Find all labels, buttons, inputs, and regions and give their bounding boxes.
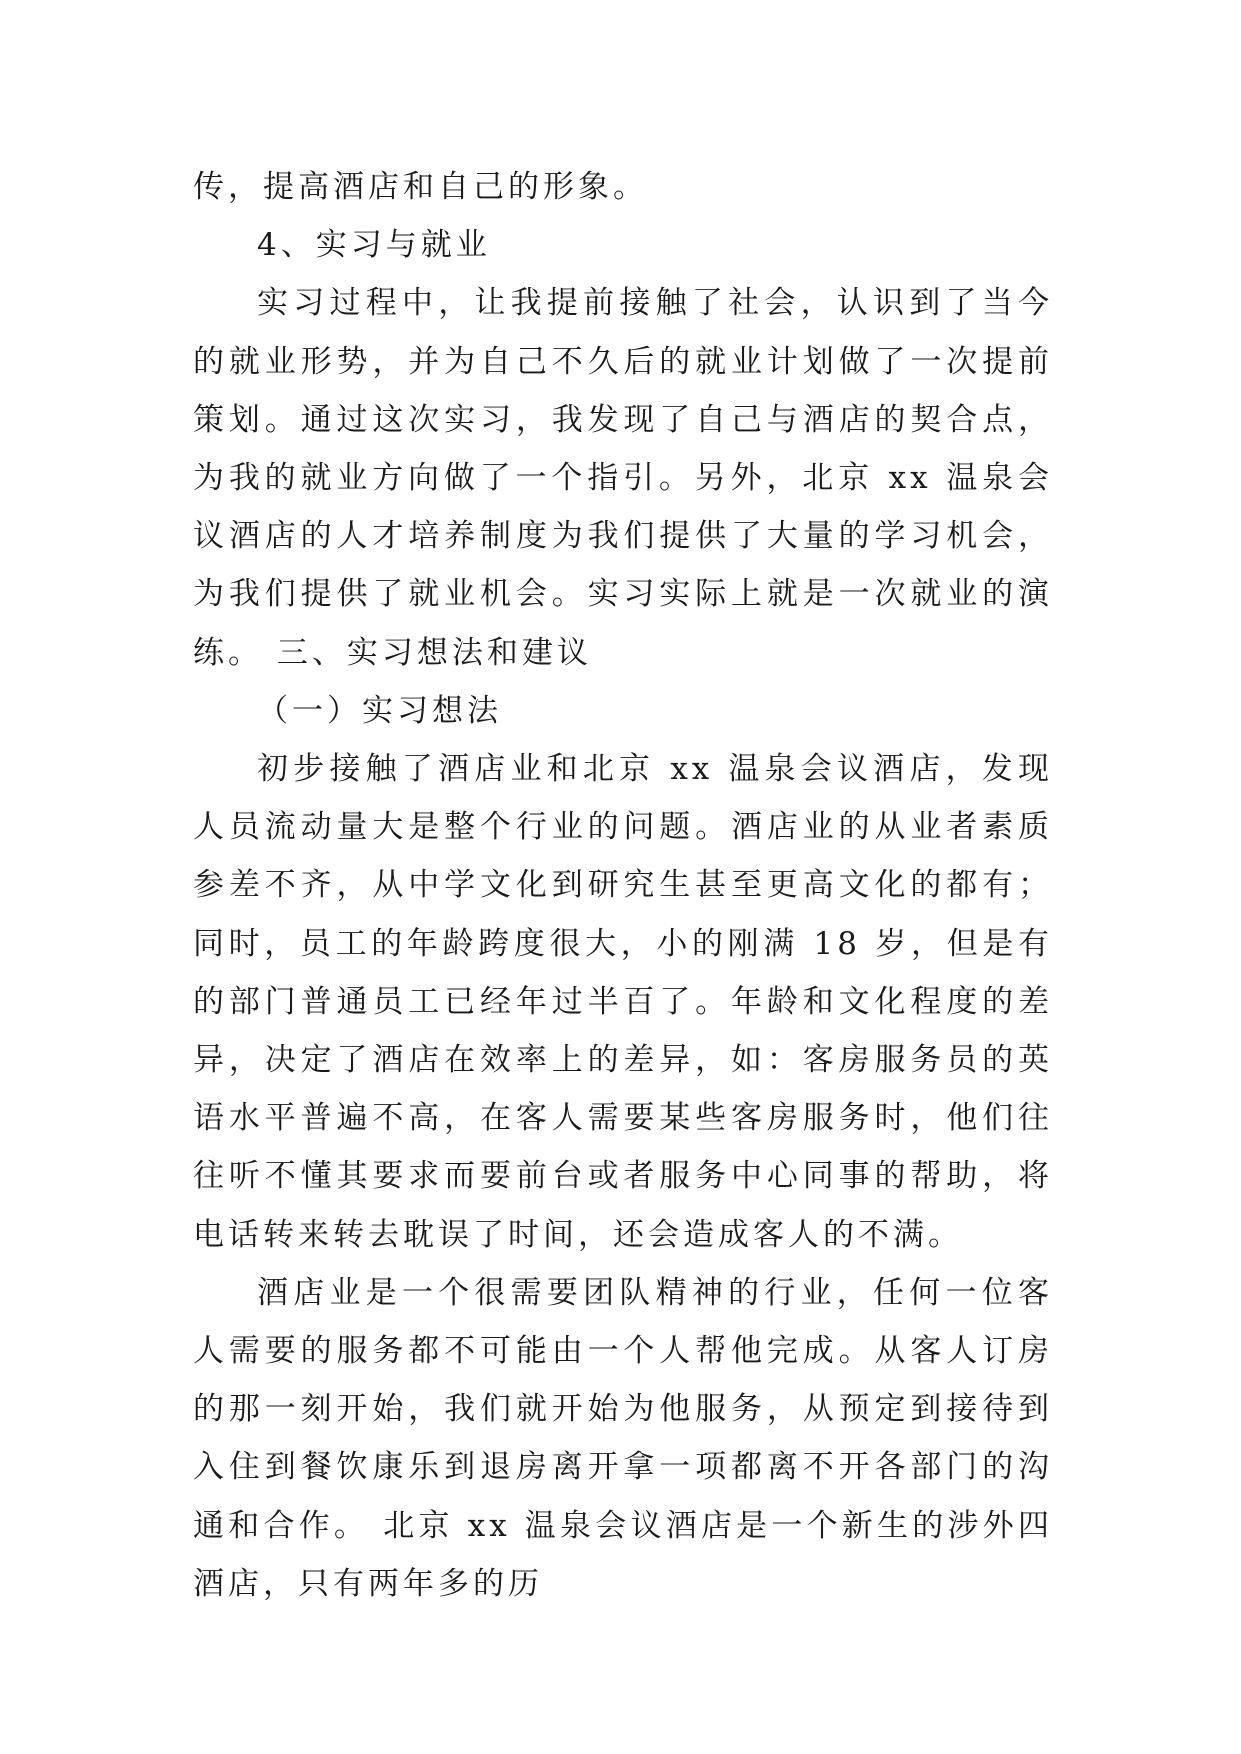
paragraph-teamwork: 酒店业是一个很需要团队精神的行业，任何一位客人需要的服务都不可能由一个人帮他完成。从客人订房的那一刻开始，我们就开始为他服务，从预定到接待到入住到餐饮康乐到退房离开拿一项都离不开各部门的沟通和合作。 北京 xx 温泉会议酒店是一个新生的涉外四酒店，只有两年多的历 (193, 1274, 1053, 1602)
paragraph-continuation: 传，提高酒店和自己的形象。 (193, 169, 648, 205)
section-heading-internship-employment: 4、实习与就业 (257, 227, 491, 264)
section-heading-internship-thoughts: （一）实习想法 (257, 692, 502, 729)
paragraph-industry-observation: 初步接触了酒店业和北京 xx 温泉会议酒店，发现人员流动量大是整个行业的问题。酒店业的从业者素质参差不齐，从中学文化到研究生甚至更高文化的都有；同时，员工的年龄跨度很大，小的刚满 18 岁，但是有的部门普通员工已经年过半百了。年龄和文化程度的差异，决定了酒店在效率上的差异，如：客房服务员的英语水平普遍不高，在客人需要某些客房服务时，他们往往听不懂其要求而要前台或者服务中心同事的帮助，将电话转来转去耽误了时间，还会造成客人的不满。 (193, 751, 1053, 1253)
document-body (193, 158, 1053, 1613)
paragraph-internship-employment: 实习过程中，让我提前接触了社会，认识到了当今的就业形势，并为自己不久后的就业计划做了一次提前策划。通过这次实习，我发现了自己与酒店的契合点，为我的就业方向做了一个指引。另外，北京 xx 温泉会议酒店的人才培养制度为我们提供了大量的学习机会，为我们提供了就业机会。实习实际上就是一次就业的演练。 三、实习想法和建议 (193, 285, 1053, 671)
